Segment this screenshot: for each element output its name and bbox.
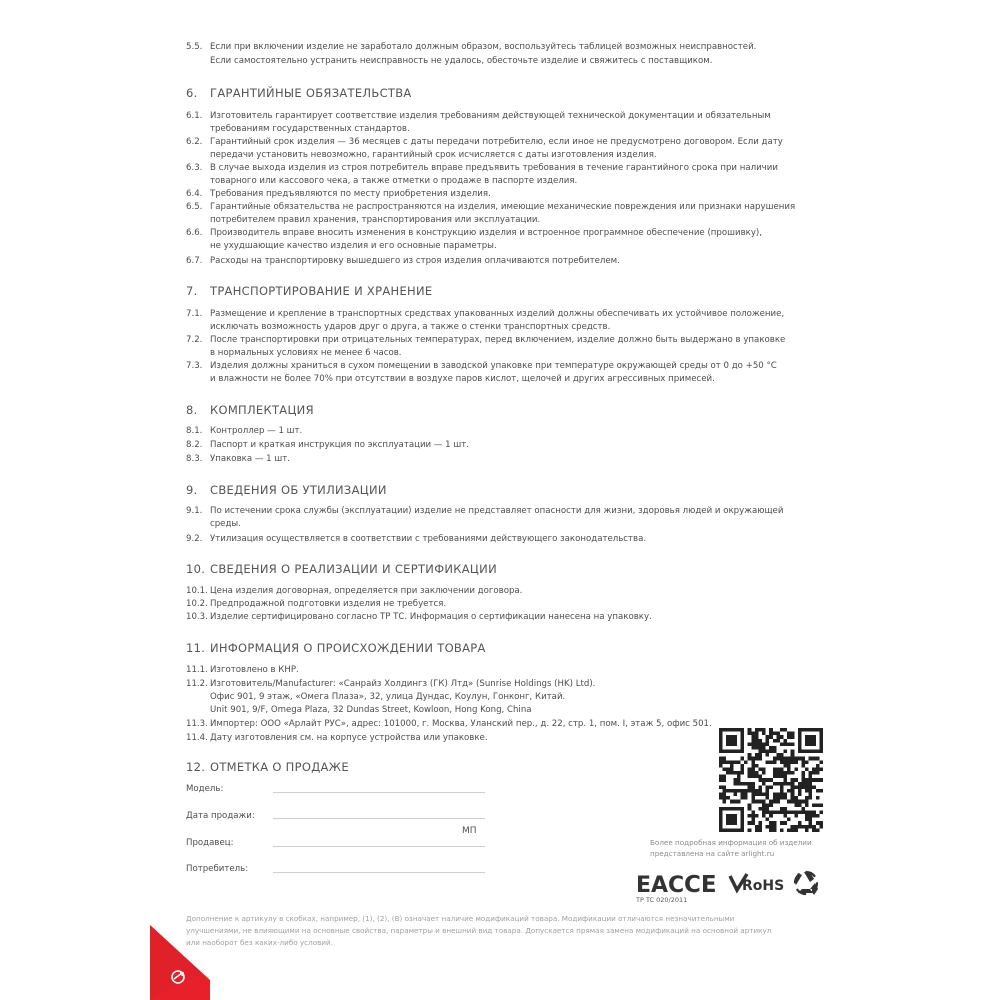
item-number: 9.2. <box>186 534 203 544</box>
item-text: Импортер: ООО «Арлайт РУС», адрес: 101000, г. Москва, Уланский пер., д. 22, стр. 1, пом. I, этаж 5, офис 501. <box>210 719 712 729</box>
field-line-customer <box>273 872 485 873</box>
item-number: 11.3. <box>186 719 208 729</box>
item-number: 11.1. <box>186 665 208 675</box>
item-text: Дату изготовления см. на корпусе устройства или упаковке. <box>210 733 488 743</box>
field-line-seller <box>273 846 485 847</box>
item-number: 6.4. <box>186 189 203 199</box>
eac-mark-icon <box>636 873 684 898</box>
item-text: Unit 901, 9/F, Omega Plaza, 32 Dundas Street, Kowloon, Hong Kong, China <box>210 705 532 715</box>
item-number: 6.1. <box>186 111 203 121</box>
ce-mark-icon <box>684 872 717 898</box>
section-heading-warranty: 6. ГАРАНТИЙНЫЕ ОБЯЗАТЕЛЬСТВА <box>186 86 412 100</box>
qr-caption: Более подробная информация об изделии <box>650 838 812 847</box>
item-text: Требования предъявляются по месту приобретения изделия. <box>210 189 491 199</box>
field-label-sale-date: Дата продажи: <box>186 811 255 821</box>
item-text: По истечении срока службы (эксплуатации) изделие не представляет опасности для жизни, здоровья людей и окружающей <box>210 506 784 516</box>
item-number: 6.2. <box>186 137 203 147</box>
item-number: 9.1. <box>186 506 203 516</box>
item-text: не ухудшающие качество изделия и его основные параметры. <box>210 241 497 251</box>
item-number: 6.6. <box>186 228 203 238</box>
item-text: исключать возможность ударов друг о друга, а также о стенки транспортных средств. <box>210 322 611 332</box>
item-text: Производитель вправе вносить изменения в конструкцию изделия и встроенное программное обеспечение (прошивку), <box>210 228 763 238</box>
item-text: потребителем правил хранения, транспортирования или эксплуатации. <box>210 215 541 225</box>
certification-marks <box>636 868 826 898</box>
recycle-icon <box>794 872 818 895</box>
item-text: Расходы на транспортировку вышедшего из строя изделия оплачиваются потребителем. <box>210 256 620 266</box>
item-number: 8.3. <box>186 454 203 464</box>
item-text: в нормальных условиях не менее 6 часов. <box>210 348 402 358</box>
section-heading-origin: 11. ИНФОРМАЦИЯ О ПРОИСХОЖДЕНИИ ТОВАРА <box>186 641 486 655</box>
item-number: 10.2. <box>186 599 208 609</box>
item-text: Если при включении изделие не заработало должным образом, воспользуйтесь таблицей возможных неисправностей. <box>210 42 757 52</box>
item-number: 7.3. <box>186 361 203 371</box>
item-text: Упаковка — 1 шт. <box>210 454 290 464</box>
item-text: требованиям государственных стандартов. <box>210 124 410 134</box>
item-text: Изготовитель/Manufacturer: «Санрайз Холдингз (ГК) Лтд» (Sunrise Holdings (HK) Ltd). <box>210 679 596 689</box>
item-text: и влажности не более 70% при отсутствии в воздухе паров кислот, щелочей и других агрессивных примесей. <box>210 374 715 384</box>
item-number: 8.2. <box>186 440 203 450</box>
item-text: Изделие сертифицировано согласно ТР ТС. Информация о сертификации нанесена на упаковку. <box>210 612 652 622</box>
footnote-text: улучшениями, не влияющими на основные свойства, параметры и внешний вид товара. Допускается прямая замена модификаций на основной артикул <box>186 926 772 935</box>
item-number: 11.4. <box>186 733 208 743</box>
item-text: Цена изделия договорная, определяется при заключении договора. <box>210 586 523 596</box>
field-line-model <box>273 792 485 793</box>
section-heading-contents: 8. КОМПЛЕКТАЦИЯ <box>186 403 314 417</box>
brand-corner-logo-icon <box>150 925 210 1000</box>
section-heading-certification: 10. СВЕДЕНИЯ О РЕАЛИЗАЦИИ И СЕРТИФИКАЦИИ <box>186 562 497 576</box>
field-label-model: Модель: <box>186 784 224 794</box>
item-number: 11.2. <box>186 679 208 689</box>
item-text: Офис 901, 9 этаж, «Омега Плаза», 32, улица Дундас, Коулун, Гонконг, Китай. <box>210 692 566 702</box>
footnote-text: Дополнение к артикулу в скобках, например, (1), (2), (B) означает наличие модификаций товара. Модификации отличаются незначительными <box>186 914 735 923</box>
item-text: Изготовлено в КНР. <box>210 665 299 675</box>
item-text: Если самостоятельно устранить неисправность не удалось, обесточьте изделие и свяжитесь с поставщиком. <box>210 56 713 66</box>
item-text: Гарантийный срок изделия — 36 месяцев с даты передачи потребителю, если иное не предусмотрено договором. Если дату <box>210 137 783 147</box>
item-text: среды. <box>210 519 241 529</box>
tr-ts-mark: TP TC 020/2011 <box>636 896 688 904</box>
svg-text:EAC: EAC <box>636 873 685 898</box>
section-heading-disposal: 9. СВЕДЕНИЯ ОБ УТИЛИЗАЦИИ <box>186 483 387 497</box>
item-text: Предпродажной подготовки изделия не требуется. <box>210 599 447 609</box>
item-number: 6.7. <box>186 256 203 266</box>
qr-caption: представлена на сайте arlight.ru <box>650 849 775 858</box>
field-label-customer: Потребитель: <box>186 864 249 874</box>
item-text: передачи установить невозможно, гарантийный срок исчисляется с даты изготовления изделия. <box>210 150 657 160</box>
item-number: 7.2. <box>186 335 203 345</box>
item-text: После транспортировки при отрицательных температурах, перед включением, изделие должно быть выдержано в упаковке <box>210 335 786 345</box>
item-number: 6.3. <box>186 163 203 173</box>
item-text: Утилизация осуществляется в соответствии с требованиями действующего законодательства. <box>210 534 647 544</box>
section-heading-sale-mark: 12. ОТМЕТКА О ПРОДАЖЕ <box>186 760 349 774</box>
item-number: 8.1. <box>186 426 203 436</box>
item-number: 10.1. <box>186 586 208 596</box>
stamp-place-label: МП <box>462 826 477 836</box>
item-text: Паспорт и краткая инструкция по эксплуатации — 1 шт. <box>210 440 469 450</box>
item-text: Размещение и крепление в транспортных средствах упакованных изделий должны обеспечивать их устойчивое положение, <box>210 309 785 319</box>
item-number: 7.1. <box>186 309 203 319</box>
qr-code-icon[interactable] <box>719 728 823 832</box>
item-number: 6.5. <box>186 202 203 212</box>
section-heading-transport: 7. ТРАНСПОРТИРОВАНИЕ И ХРАНЕНИЕ <box>186 284 433 298</box>
item-text: Контроллер — 1 шт. <box>210 426 303 436</box>
item-text: Гарантийные обязательства не распространяются на изделия, имеющие механические повреждения или признаки нарушения <box>210 202 796 212</box>
field-line-sale-date <box>273 818 485 819</box>
item-number: 5.5. <box>186 42 203 52</box>
item-text: Изделия должны храниться в сухом помещении в заводской упаковке при температуре окружающей среды от 0 до +50 °С <box>210 361 777 371</box>
svg-text:CE: CE <box>684 872 717 898</box>
item-text: Изготовитель гарантирует соответствие изделия требованиям действующей технической документации и обязательным <box>210 111 771 121</box>
item-number: 10.3. <box>186 612 208 622</box>
footnote-text: или наоборот без каких-либо условий. <box>186 938 333 947</box>
item-text: В случае выхода изделия из строя потребитель вправе предъявить требования в течение гарантийного срока при наличии <box>210 163 778 173</box>
rohs-mark-icon <box>730 874 784 894</box>
item-text: товарного или кассового чека, а также отметки о продаже в паспорте изделия. <box>210 176 578 186</box>
field-label-seller: Продавец: <box>186 838 234 848</box>
svg-text:RoHS: RoHS <box>742 878 785 894</box>
